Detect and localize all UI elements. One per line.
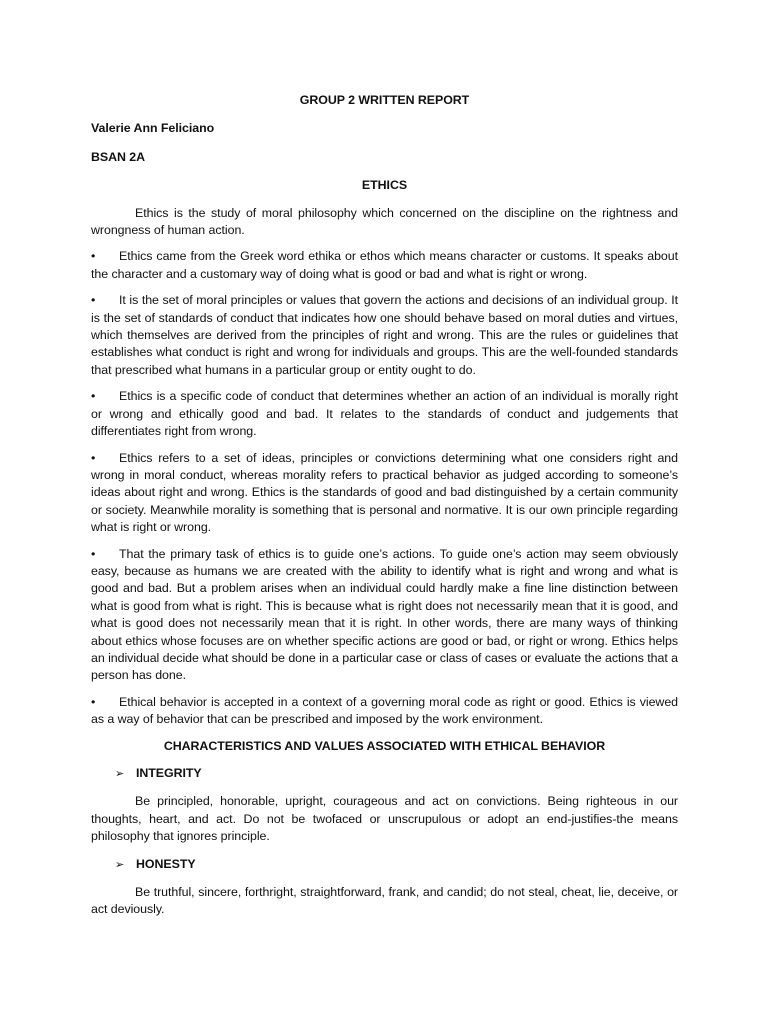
value-description-integrity: Be principled, honorable, upright, courageous and act on convictions. Being righteous in our thoughts, heart, and act. Do not be twofaced or unscrupulous or adopt an end-justifies-the means philosophy that ignores principle. [91, 794, 678, 844]
value-label: INTEGRITY [136, 766, 202, 780]
section-heading-ethics: ETHICS [361, 178, 408, 193]
bullet-paragraph-2 [91, 292, 678, 379]
value-heading-honesty [115, 856, 678, 874]
bullet-text: Ethical behavior is accepted in a context of a governing moral code as right or good. Ethics is viewed as a way of behavior that can be prescribed and imposed by the work environment. [91, 694, 678, 727]
bullet-text: Ethics refers to a set of ideas, principles or convictions determining what one considers right and wrong in moral conduct, whereas morality refers to practical behavior as judged according to someone’s ideas about right and wrong. Ethics is the standards of good and bad distinguished by a certain community or society. Meanwhile morality is something that is personal and normative. It is our own principle regarding what is right or wrong. [91, 450, 678, 535]
bullet-icon: • [91, 293, 96, 308]
section-heading-characteristics: CHARACTERISTICS AND VALUES ASSOCIATED WITH ETHICAL BEHAVIOR [163, 738, 606, 753]
bullet-icon: • [91, 389, 96, 404]
bullet-text: Ethics is a specific code of conduct that determines whether an action of an individual is morally right or wrong and ethically good and bad. It relates to the standards of conduct and judgements that differentiates right from wrong. [91, 389, 678, 439]
bullet-icon: • [91, 450, 96, 465]
bullet-paragraph-4 [91, 450, 678, 537]
bullet-list [91, 248, 678, 728]
bullet-icon: • [91, 546, 96, 561]
bullet-paragraph-1 [91, 248, 678, 283]
bullet-text: That the primary task of ethics is to guide one’s actions. To guide one’s action may seem obviously easy, because as humans we are created with the ability to identify what is right and wrong and what is good and bad. But a problem arises when an individual could hardly make a fine line distinction between what is good from what is right. This is because what is right does not necessarily mean that it is good, and what is good does not necessarily mean that it is right. In other words, there are many ways of thinking about ethics whose focuses are on whether specific actions are good or bad, or right or wrong. Ethics helps an individual decide what should be done in a particular case or class of cases or evaluate the actions that a person has done. [91, 546, 678, 683]
course-section: BSAN 2A [91, 149, 146, 164]
bullet-paragraph-3 [91, 388, 678, 440]
bullet-text: Ethics came from the Greek word ethika or ethos which means character or customs. It speaks about the character and a customary way of doing what is good or bad and what is right or wrong. [91, 249, 678, 281]
author-name: Valerie Ann Feliciano [91, 121, 215, 136]
value-description-honesty: Be truthful, sincere, forthright, straightforward, frank, and candid; do not steal, cheat, lie, deceive, or act deviously. [91, 885, 678, 917]
bullet-text: It is the set of moral principles or values that govern the actions and decisions of an individual group. It is the set of standards of conduct that indicates how one should behave based on moral duties and virtues, which themselves are derived from the principles of right and wrong. This are the rules or guidelines that establishes what conduct is right and wrong for individuals and groups. This are the well-founded standards that prescribed what humans in a particular group or entity ought to do. [91, 293, 678, 377]
value-label: HONESTY [136, 856, 196, 871]
arrow-bullet-icon: ➢ [115, 858, 125, 871]
document-title: GROUP 2 WRITTEN REPORT [299, 93, 470, 107]
arrow-bullet-icon: ➢ [115, 768, 125, 780]
bullet-paragraph-5 [91, 546, 678, 685]
value-heading-integrity [115, 765, 678, 783]
intro-paragraph: Ethics is the study of moral philosophy which concerned on the discipline on the rightness and wrongness of human action. [91, 205, 678, 238]
bullet-icon: • [91, 694, 96, 709]
bullet-paragraph-6 [91, 694, 678, 729]
bullet-icon: • [91, 249, 96, 264]
